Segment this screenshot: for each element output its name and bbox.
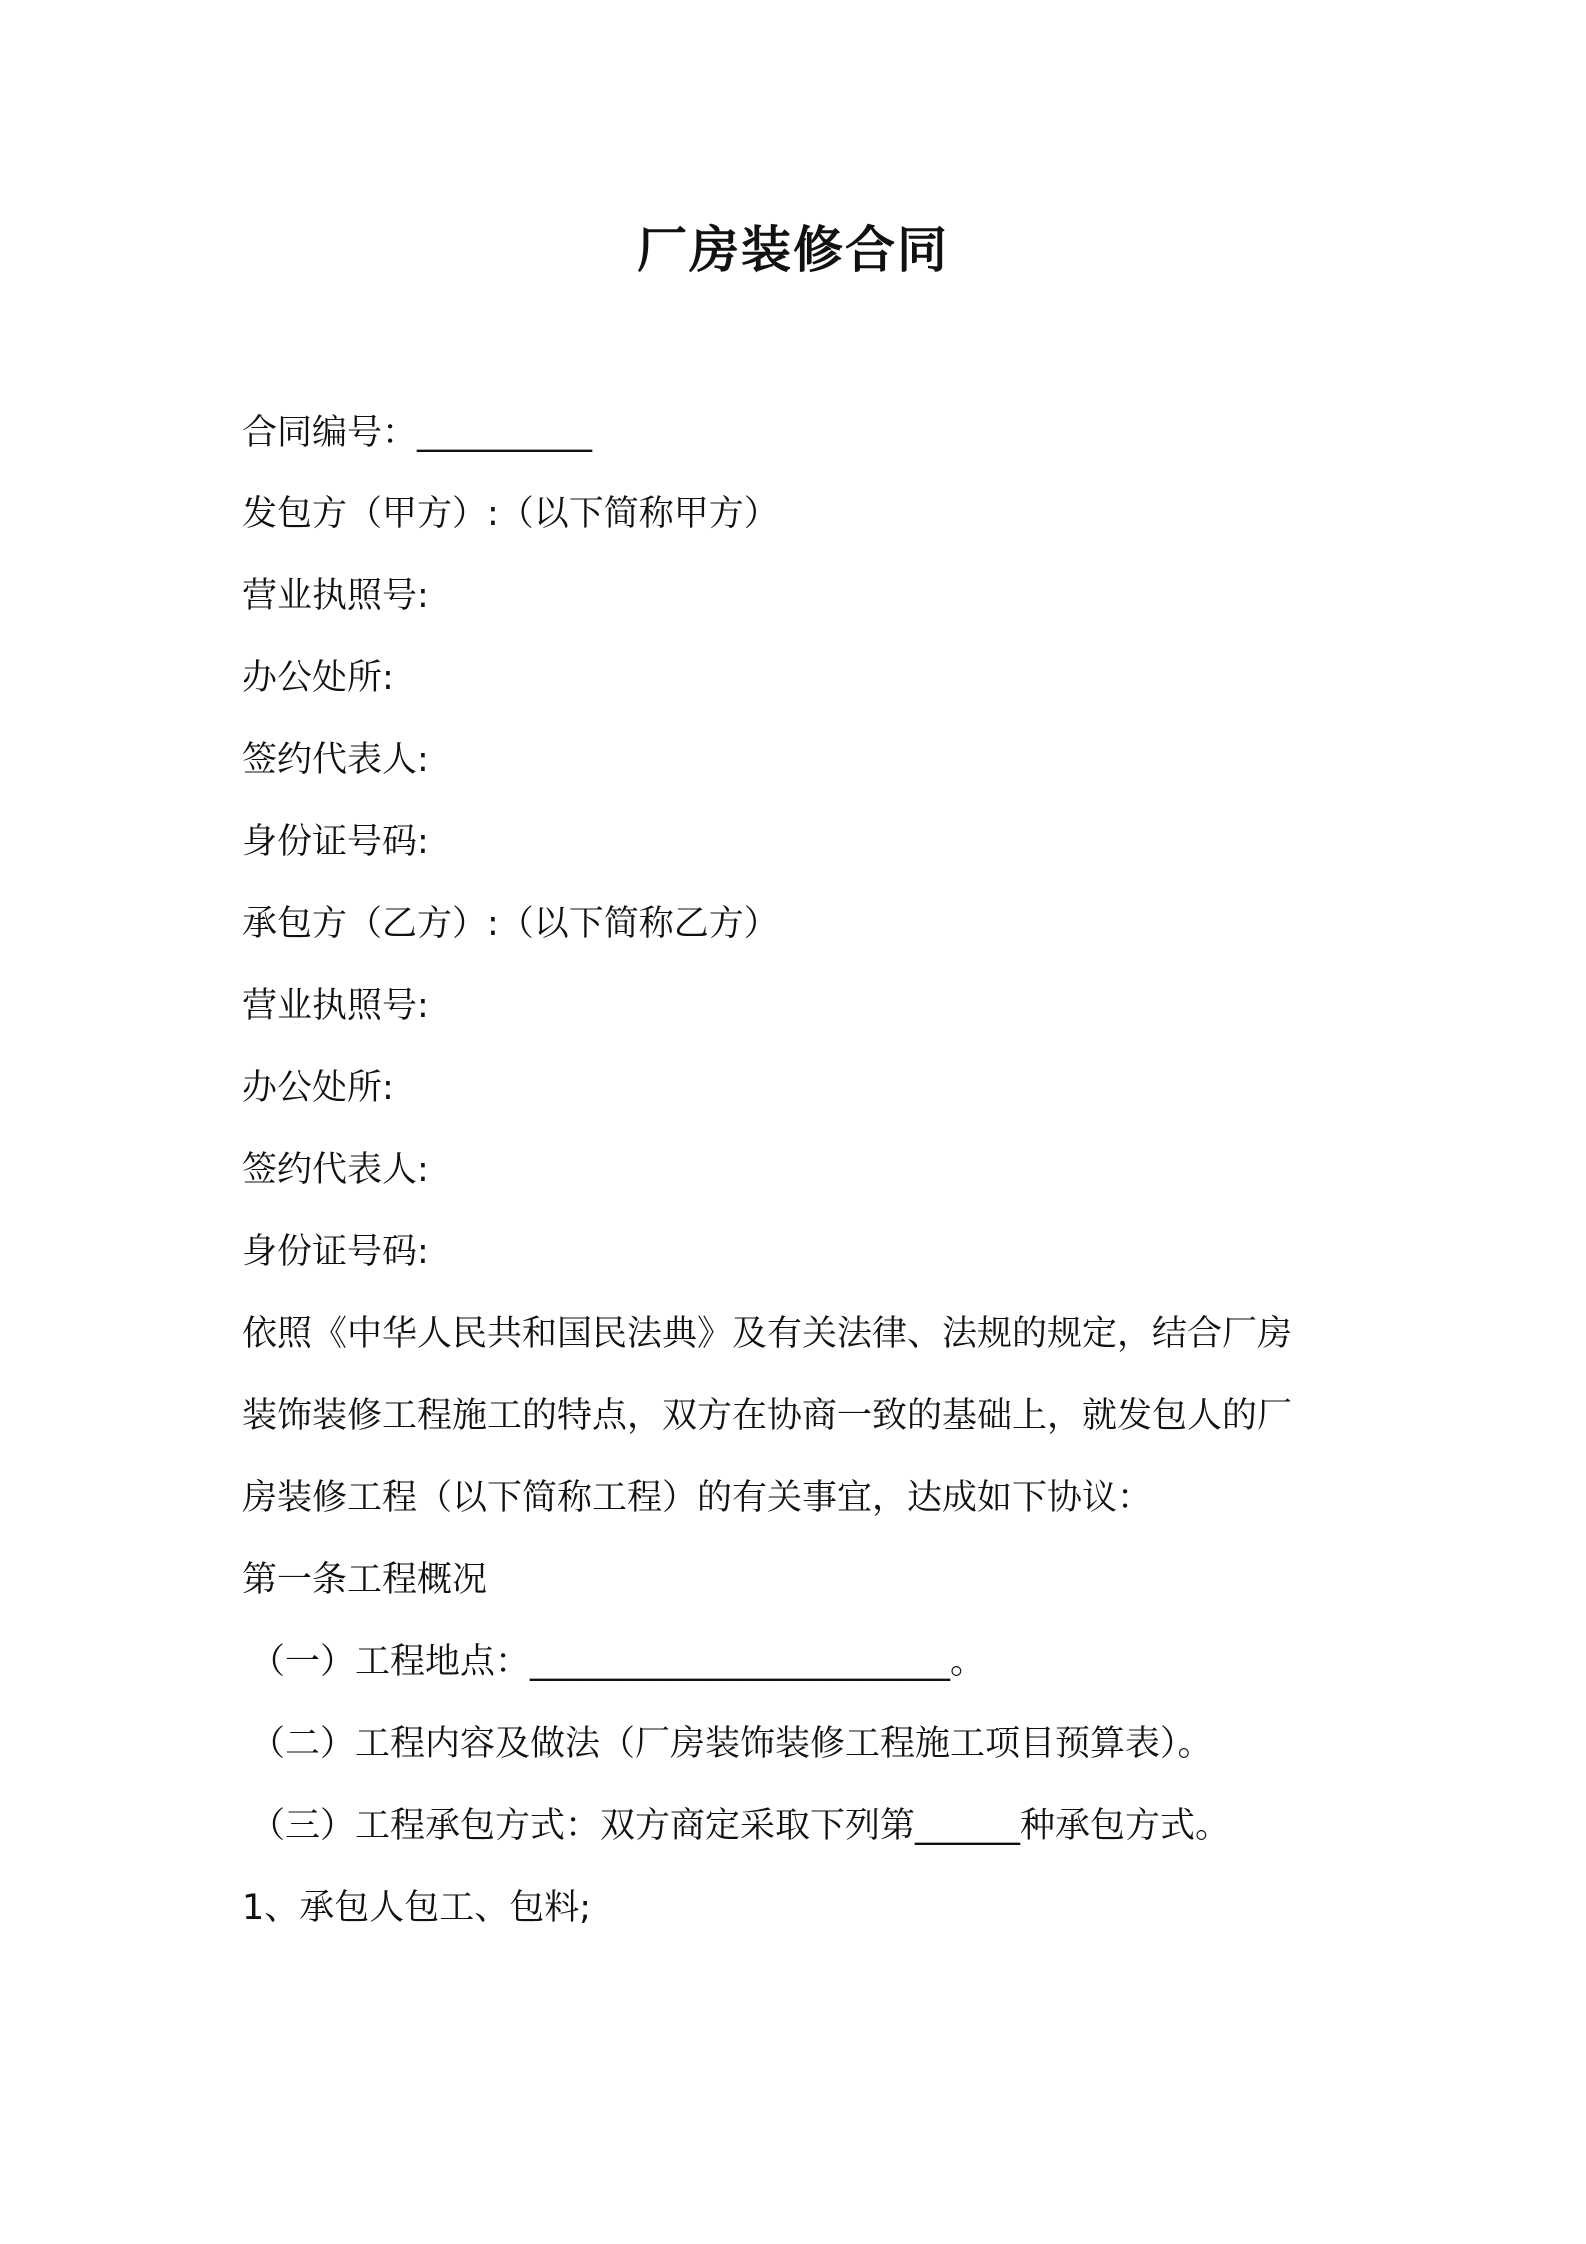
party-a-representative-label: 签约代表人: (242, 740, 429, 780)
preamble-line: 装饰装修工程施工的特点，双方在协商一致的基础上，就发包人的厂 (242, 1396, 1293, 1436)
article-1-item: （一）工程地点：________________________。 (250, 1642, 986, 1682)
article-1-item: （三）工程承包方式：双方商定采取下列第______种承包方式。 (250, 1806, 1231, 1846)
party-b-office-label: 办公处所: (242, 1068, 394, 1108)
article-1-option: 1、承包人包工、包料; (242, 1888, 592, 1928)
party-b-heading: 承包方（乙方）:（以下简称乙方） (242, 904, 779, 944)
article-1-item: （二）工程内容及做法（厂房装饰装修工程施工项目预算表）。 (250, 1724, 1213, 1764)
preamble-line: 依照《中华人民共和国民法典》及有关法律、法规的规定，结合厂房 (242, 1314, 1293, 1354)
document-title: 厂房装修合同 (637, 221, 949, 279)
preamble-line: 房装修工程（以下简称工程）的有关事宜，达成如下协议： (242, 1478, 1153, 1518)
contract-number-line: 合同编号：__________ (242, 413, 593, 453)
party-b-representative-label: 签约代表人: (242, 1150, 429, 1190)
party-a-license-label: 营业执照号: (242, 576, 429, 616)
party-a-id-label: 身份证号码: (242, 822, 429, 862)
party-a-heading: 发包方（甲方）:（以下简称甲方） (242, 494, 779, 534)
party-b-id-label: 身份证号码: (242, 1232, 429, 1272)
party-b-license-label: 营业执照号: (242, 986, 429, 1026)
article-1-heading: 第一条工程概况 (242, 1560, 488, 1600)
party-a-office-label: 办公处所: (242, 658, 394, 698)
